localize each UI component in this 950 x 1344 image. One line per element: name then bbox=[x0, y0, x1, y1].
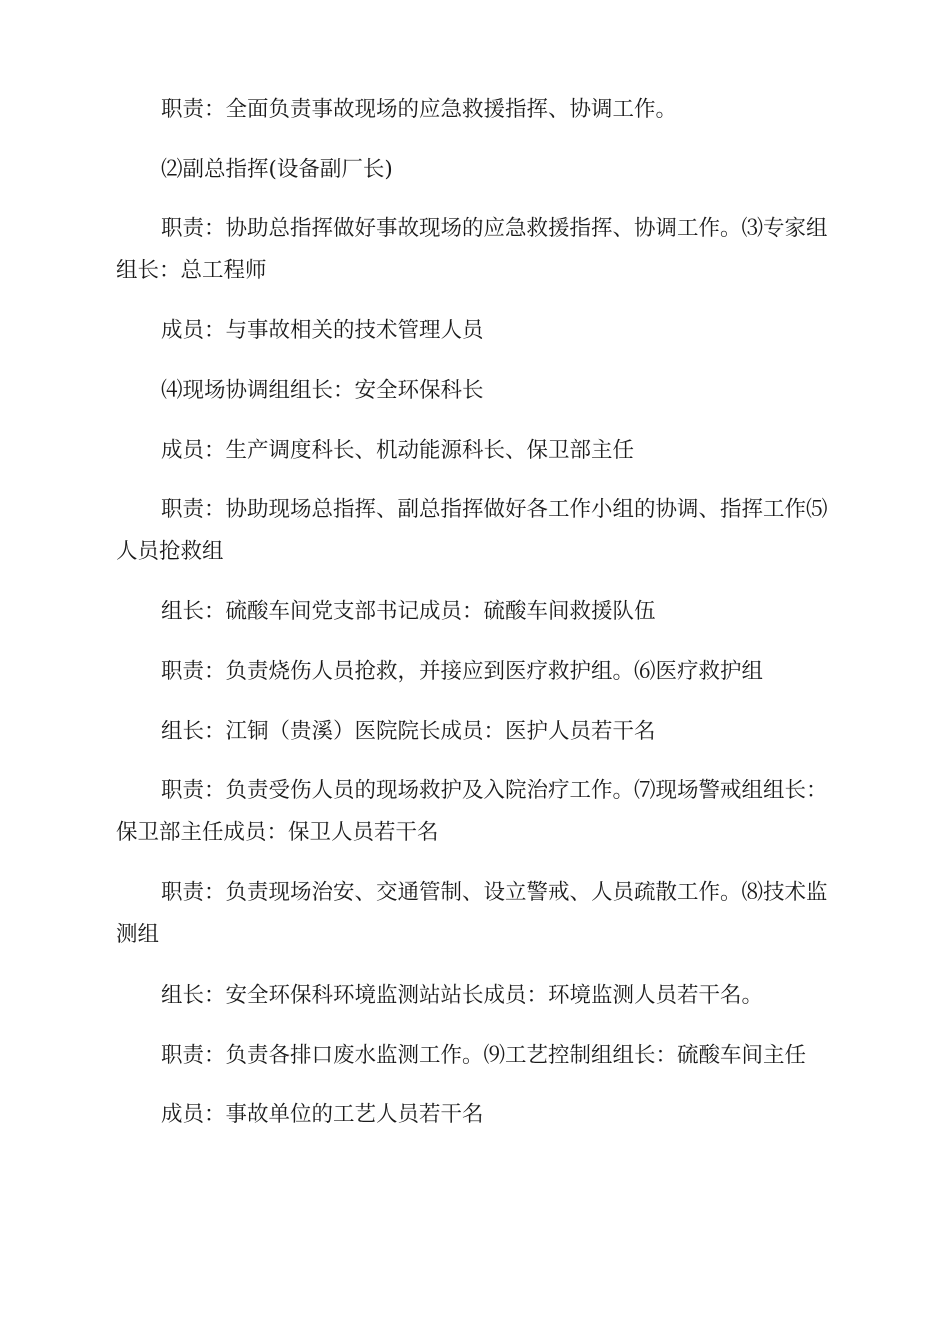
paragraph-4: 成员：与事故相关的技术管理人员 bbox=[161, 318, 484, 343]
paragraph-2: ⑵副总指挥(设备副厂长) bbox=[161, 157, 393, 182]
paragraph-1: 职责：全面负责事故现场的应急救援指挥、协调工作。 bbox=[161, 97, 678, 122]
paragraph-14: 职责：负责各排口废水监测工作。⑼工艺控制组组长：硫酸车间主任 bbox=[161, 1043, 807, 1068]
paragraph-7: 职责：协助现场总指挥、副总指挥做好各工作小组的协调、指挥工作⑸人员抢救组 bbox=[116, 497, 828, 564]
paragraph-13: 组长：安全环保科环境监测站站长成员：环境监测人员若干名。 bbox=[161, 983, 764, 1008]
paragraph-9: 职责：负责烧伤人员抢救，并接应到医疗救护组。⑹医疗救护组 bbox=[161, 659, 764, 684]
paragraph-8: 组长：硫酸车间党支部书记成员：硫酸车间救援队伍 bbox=[161, 599, 656, 624]
paragraph-3: 职责：协助总指挥做好事故现场的应急救援指挥、协调工作。⑶专家组组长：总工程师 bbox=[116, 216, 828, 283]
paragraph-11: 职责：负责受伤人员的现场救护及入院治疗工作。⑺现场警戒组组长：保卫部主任成员：保卫人员若干名 bbox=[116, 778, 828, 845]
paragraph-6: 成员：生产调度科长、机动能源科长、保卫部主任 bbox=[161, 438, 635, 463]
paragraph-12: 职责：负责现场治安、交通管制、设立警戒、人员疏散工作。⑻技术监测组 bbox=[116, 880, 828, 947]
paragraph-15: 成员：事故单位的工艺人员若干名 bbox=[161, 1102, 484, 1127]
paragraph-10: 组长：江铜（贵溪）医院院长成员：医护人员若干名 bbox=[161, 719, 656, 744]
paragraph-5: ⑷现场协调组组长：安全环保科长 bbox=[161, 378, 484, 403]
